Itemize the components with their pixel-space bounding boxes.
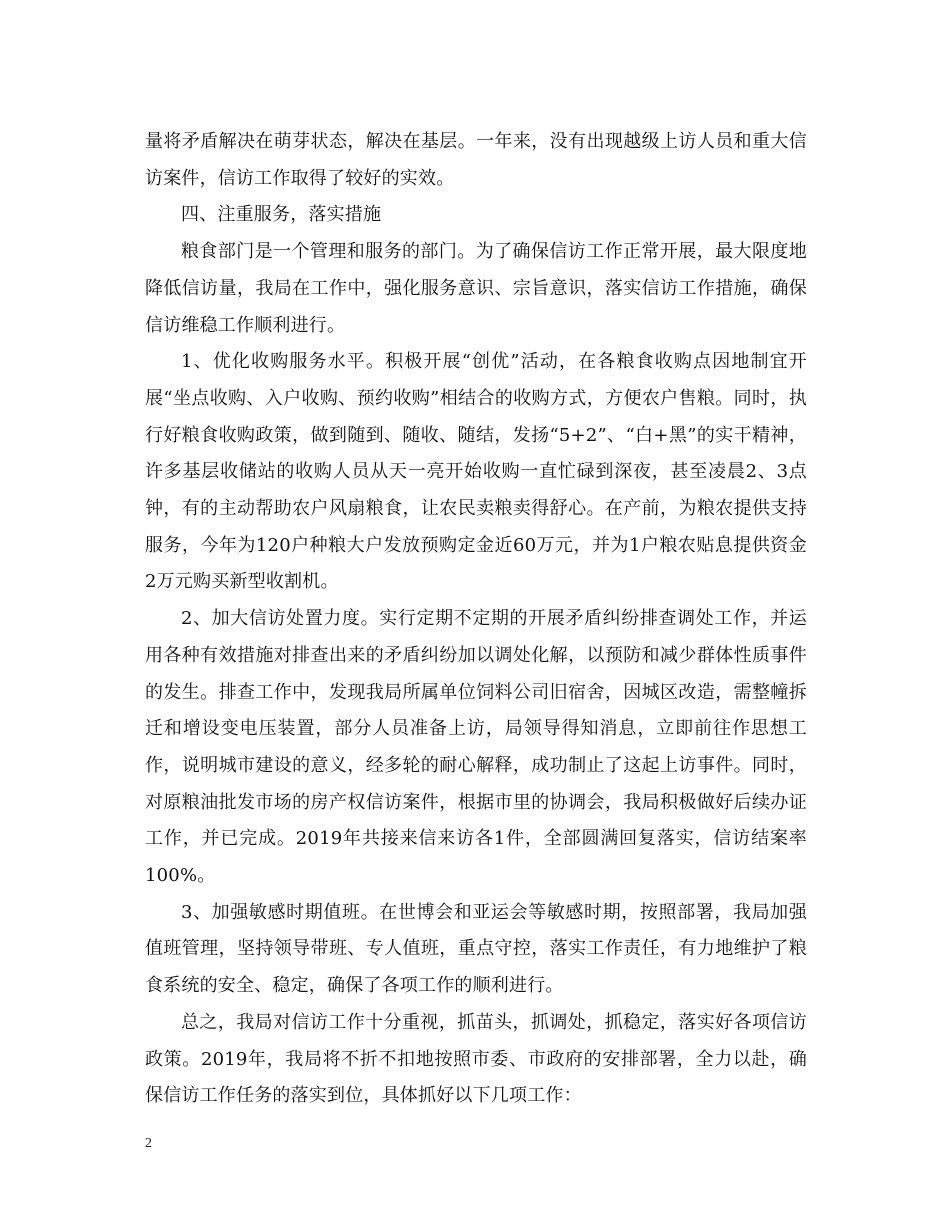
paragraph-item-2: 2、加大信访处置力度。实行定期不定期的开展矛盾纠纷排查调处工作，并运用各种有效措施对排查出来的矛盾纠纷加以调处化解，以预防和减少群体性质事件的发生。排查工作中，发现我局所属单位饲料公司旧宿舍，因城区改造，需整幢拆迁和增设变电压装置，部分人员准备上访，局领导得知消息，立即前往作思想工作，说明城市建设的意义，经多轮的耐心解释，成功制止了这起上访事件。同时，对原粮油批发市场的房产权信访案件，根据市里的协调会，我局积极做好后续办证工作，并已完成。2019年共接来信来访各1件，全部圆满回复落实，信访结案率100%。 [145,608,807,887]
paragraph-item-1: 1、优化收购服务水平。积极开展“创优”活动，在各粮食收购点因地制宜开展“坐点收购、入户收购、预约收购”相结合的收购方式，方便农户售粮。同时，执行好粮食收购政策，做到随到、随收、随结，发扬“5+2”、“白+黑”的实干精神，许多基层收储站的收购人员从天一亮开始收购一直忙碌到深夜，甚至凌晨2、3点钟，有的主动帮助农户风扇粮食，让农民卖粮卖得舒心。在产前，为粮农提供支持服务，今年为120户种粮大户发放预购定金近60万元，并为1户粮农贴息提供资金2万元购买新型收割机。 [145,351,807,593]
paragraph-intro: 粮食部门是一个管理和服务的部门。为了确保信访工作正常开展，最大限度地降低信访量，我局在工作中，强化服务意识、宗旨意识，落实信访工作措施，确保信访维稳工作顺利进行。 [145,241,807,336]
paragraph-summary: 总之，我局对信访工作十分重视，抓苗头，抓调处，抓稳定，落实好各项信访政策。2019年，我局将不折不扣地按照市委、市政府的安排部署，全力以赴，确保信访工作任务的落实到位，具体抓好以下几项工作： [145,1011,807,1107]
paragraph-continuation: 量将矛盾解决在萌芽状态，解决在基层。一年来，没有出现越级上访人员和重大信访案件，信访工作取得了较好的实效。 [145,131,807,189]
section-heading: 四、注重服务，落实措施 [181,204,382,226]
page-number: 2 [145,1136,152,1151]
paragraph-item-3: 3、加强敏感时期值班。在世博会和亚运会等敏感时期，按照部署，我局加强值班管理，坚持领导带班、专人值班，重点守控，落实工作责任，有力地维护了粮食系统的安全、稳定，确保了各项工作的顺利进行。 [145,901,807,997]
document-body [145,124,807,1115]
